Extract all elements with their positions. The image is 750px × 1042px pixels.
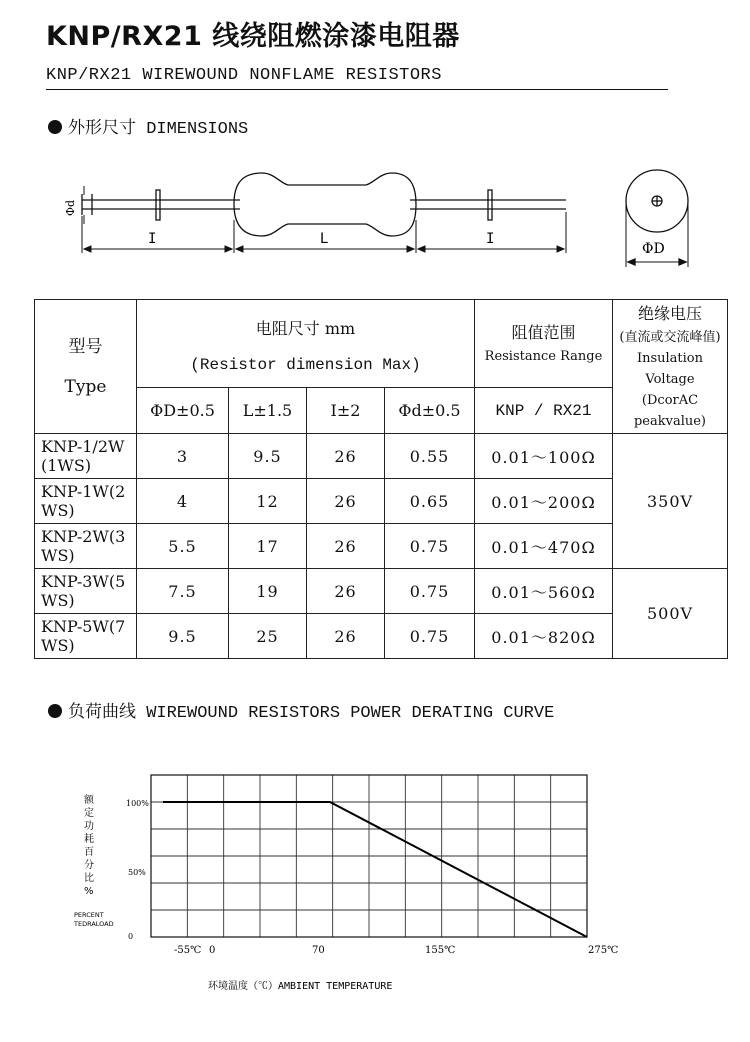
cell-L: 9.5 bbox=[229, 434, 307, 479]
cell-model: KNP-5W(7WS) bbox=[35, 614, 137, 659]
cell-model: KNP-1/2W(1WS) bbox=[35, 434, 137, 479]
cell-L: 19 bbox=[229, 569, 307, 614]
bullet-icon bbox=[48, 120, 62, 134]
header-type bbox=[35, 300, 137, 434]
subtitle-underline bbox=[46, 89, 668, 90]
l-left-label: I bbox=[148, 231, 157, 247]
cell-range: 0.01～200Ω bbox=[475, 479, 613, 524]
cell-D: 9.5 bbox=[137, 614, 229, 659]
header-volt-zh: 绝缘电压 bbox=[637, 304, 702, 323]
dimension-drawing bbox=[0, 150, 750, 280]
cell-L: 17 bbox=[229, 524, 307, 569]
header-dimension bbox=[137, 300, 475, 388]
cell-d: 0.55 bbox=[385, 434, 475, 479]
spec-table bbox=[34, 299, 728, 659]
derating-curve-chart bbox=[0, 745, 750, 1015]
derating-line bbox=[163, 802, 587, 937]
cell-d: 0.75 bbox=[385, 569, 475, 614]
cell-I: 26 bbox=[307, 434, 385, 479]
header-range bbox=[475, 300, 613, 388]
cell-D: 7.5 bbox=[137, 569, 229, 614]
table-row bbox=[35, 434, 728, 479]
y-axis-label bbox=[73, 793, 114, 928]
y-tick-50: 50% bbox=[128, 868, 146, 877]
cell-D: 5.5 bbox=[137, 524, 229, 569]
cell-voltage-500: 500V bbox=[613, 569, 728, 659]
subheader-D: ΦD±0.5 bbox=[137, 388, 229, 434]
section-dimensions bbox=[48, 113, 248, 139]
header-type-en: Type bbox=[64, 376, 107, 397]
header-voltage bbox=[613, 300, 728, 434]
cell-L: 25 bbox=[229, 614, 307, 659]
y-tick-100: 100% bbox=[126, 799, 149, 808]
header-volt-en: Insulation Voltage bbox=[636, 351, 704, 387]
cell-model: KNP-1W(2WS) bbox=[35, 479, 137, 524]
x-tick-0: 0 bbox=[209, 945, 216, 956]
subheader-I: I±2 bbox=[307, 388, 385, 434]
header-dim-en: (Resistor dimension Max) bbox=[190, 355, 421, 374]
cell-model: KNP-3W(5WS) bbox=[35, 569, 137, 614]
cell-d: 0.75 bbox=[385, 524, 475, 569]
chart-grid bbox=[151, 775, 587, 937]
header-range-zh: 阻值范围 bbox=[511, 323, 576, 342]
resistor-outline bbox=[82, 173, 566, 236]
cell-range: 0.01～560Ω bbox=[475, 569, 613, 614]
page-title: KNP/RX21 线绕阻燃涂漆电阻器 bbox=[46, 21, 460, 52]
cell-I: 26 bbox=[307, 524, 385, 569]
y-tick-0: 0 bbox=[128, 932, 134, 941]
cell-L: 12 bbox=[229, 479, 307, 524]
d-label: Φd bbox=[64, 199, 77, 216]
cell-d: 0.75 bbox=[385, 614, 475, 659]
subheader-L: L±1.5 bbox=[229, 388, 307, 434]
cell-range: 0.01～820Ω bbox=[475, 614, 613, 659]
x-axis-label: 环境温度（℃）AMBIENT TEMPERATURE bbox=[208, 981, 393, 992]
header-volt-en2: (DcorAC peakvalue) bbox=[633, 393, 707, 429]
section-curve-title: 负荷曲线 WIREWOUND RESISTORS POWER DERATING CURVE bbox=[68, 704, 555, 723]
section-dimensions-title: 外形尺寸 DIMENSIONS bbox=[68, 120, 249, 139]
cell-I: 26 bbox=[307, 614, 385, 659]
cell-D: 4 bbox=[137, 479, 229, 524]
cell-I: 26 bbox=[307, 569, 385, 614]
table-header-row bbox=[35, 300, 728, 388]
subheader-d: Φd±0.5 bbox=[385, 388, 475, 434]
cell-model: KNP-2W(3WS) bbox=[35, 524, 137, 569]
D-label: ΦD bbox=[642, 241, 665, 257]
x-tick-70: 70 bbox=[312, 945, 325, 956]
cell-d: 0.65 bbox=[385, 479, 475, 524]
ylabel-zh: 额定功耗百分比% bbox=[84, 795, 94, 897]
cell-range: 0.01～470Ω bbox=[475, 524, 613, 569]
header-range-en: Resistance Range bbox=[484, 349, 603, 364]
x-tick-m55: -55℃ bbox=[174, 945, 202, 956]
subheader-range: KNP / RX21 bbox=[475, 388, 613, 434]
section-curve bbox=[48, 697, 554, 723]
cell-range: 0.01～100Ω bbox=[475, 434, 613, 479]
cell-I: 26 bbox=[307, 479, 385, 524]
L-label: L bbox=[320, 231, 328, 247]
cell-voltage-350: 350V bbox=[613, 434, 728, 569]
cell-D: 3 bbox=[137, 434, 229, 479]
x-tick-155: 155℃ bbox=[425, 945, 456, 956]
ylabel-en2: TEDRALOAD bbox=[74, 920, 114, 928]
header-volt-zh2: (直流或交流峰值) bbox=[619, 330, 721, 345]
header-type-zh: 型号 bbox=[68, 336, 103, 357]
header-dim-zh: 电阻尺寸 mm bbox=[255, 318, 356, 338]
table-row bbox=[35, 569, 728, 614]
ylabel-en1: PERCENT bbox=[74, 911, 104, 919]
l-right-label: I bbox=[486, 231, 495, 247]
bullet-icon bbox=[48, 704, 62, 718]
page-subtitle: KNP/RX21 WIREWOUND NONFLAME RESISTORS bbox=[46, 66, 442, 85]
x-tick-275: 275℃ bbox=[588, 945, 619, 956]
